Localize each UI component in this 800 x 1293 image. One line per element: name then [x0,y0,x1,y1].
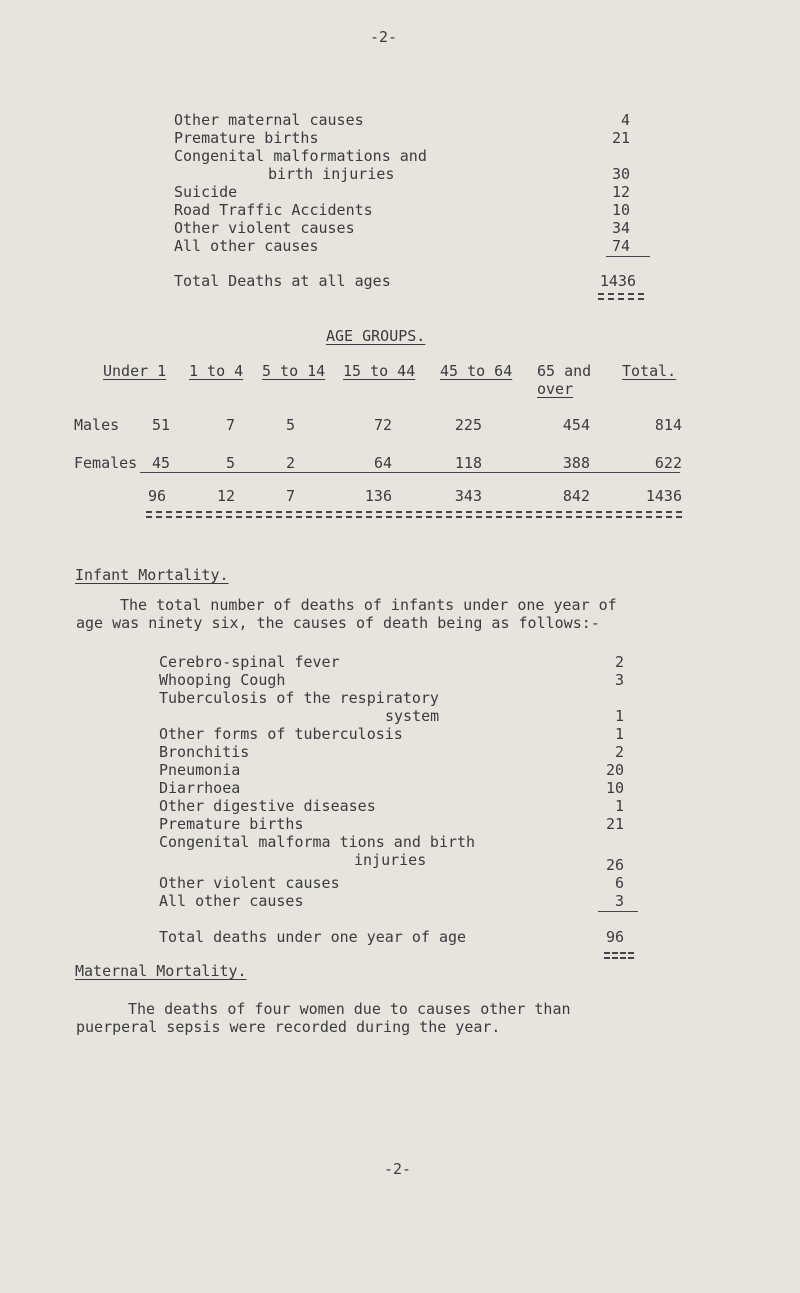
section-heading: Infant Mortality. [75,566,229,584]
total-infant-value: 96 [605,928,624,946]
table-cell: 118 [454,454,482,472]
cause-value: 3 [614,671,624,689]
cause-value: 1 [614,725,624,743]
cause-value: 30 [611,165,630,183]
table-double-rule [146,511,682,518]
cause-value: 3 [614,892,624,910]
table-cell: 45 [151,454,170,472]
column-header-line2: over [537,380,574,398]
column-header: Under 1 [103,362,167,380]
cause-value: 6 [614,874,624,892]
cause-value: 21 [605,815,624,833]
cause-value: 10 [611,201,630,219]
paragraph-line: puerperal sepsis were recorded during the year. [76,1018,501,1036]
cause-label: injuries [354,851,427,869]
total-infant-label: Total deaths under one year of age [159,928,467,946]
column-header: 65 and [537,362,592,380]
cause-label: birth injuries [268,165,395,183]
total-double-rule [604,952,634,959]
cause-label: system [385,707,440,725]
table-cell: 225 [454,416,482,434]
cause-label: Other violent causes [174,219,355,237]
cause-label: Congenital malforma tions and birth [159,833,476,851]
cause-value: 21 [611,129,630,147]
total-double-rule [598,293,644,300]
cause-value: 20 [605,761,624,779]
paragraph-line: The total number of deaths of infants under one year of [120,596,617,614]
cause-value: 2 [614,743,624,761]
age-groups-title: AGE GROUPS. [326,327,426,345]
cause-value: 1 [614,797,624,815]
total-deaths-value: 1436 [599,272,636,290]
table-cell: 96 [147,487,166,505]
table-cell: 51 [151,416,170,434]
table-cell: 1436 [645,487,682,505]
column-header: Total. [622,362,677,380]
cause-label: Pneumonia [159,761,241,779]
cause-value: 26 [605,856,624,874]
cause-label: Other digestive diseases [159,797,376,815]
section-heading: Maternal Mortality. [75,962,247,980]
cause-label: Other violent causes [159,874,340,892]
header-page-number: -2- [370,28,398,46]
paragraph-line: age was ninety six, the causes of death being as follows:- [76,614,600,632]
cause-label: All other causes [174,237,319,255]
table-cell: 343 [454,487,482,505]
table-cell: 72 [373,416,392,434]
table-cell: 136 [364,487,392,505]
paragraph-line: The deaths of four women due to causes other than [128,1000,571,1018]
table-cell: 5 [285,416,295,434]
cause-label: Suicide [174,183,238,201]
cause-value: 10 [605,779,624,797]
total-deaths-label: Total Deaths at all ages [174,272,391,290]
column-header: 45 to 64 [440,362,513,380]
cause-label: Premature births [159,815,304,833]
cause-label: Other forms of tuberculosis [159,725,403,743]
column-header: 15 to 44 [343,362,416,380]
cause-label: Road Traffic Accidents [174,201,373,219]
cause-value: 74 [611,237,630,255]
table-cell: 7 [285,487,295,505]
cause-value: 34 [611,219,630,237]
cause-label: Bronchitis [159,743,250,761]
table-cell: 7 [225,416,235,434]
table-cell: 64 [373,454,392,472]
table-cell: 12 [216,487,235,505]
table-cell: 622 [654,454,682,472]
cause-label: Tuberculosis of the respiratory [159,689,439,707]
cause-value: 4 [620,111,630,129]
cause-value: 12 [611,183,630,201]
cause-value: 1 [614,707,624,725]
cause-label: Cerebro-spinal fever [159,653,340,671]
cause-label: Whooping Cough [159,671,286,689]
cause-label: Diarrhoea [159,779,241,797]
subtotal-rule [598,911,638,912]
row-label: Females [74,454,138,472]
cause-label: All other causes [159,892,304,910]
cause-label: Congenital malformations and [174,147,427,165]
cause-label: Premature births [174,129,319,147]
table-cell: 388 [562,454,590,472]
table-cell: 814 [654,416,682,434]
column-header: 1 to 4 [189,362,244,380]
subtotal-rule [606,256,650,257]
table-cell: 5 [225,454,235,472]
cause-label: Other maternal causes [174,111,364,129]
table-cell: 454 [562,416,590,434]
cause-value: 2 [614,653,624,671]
row-label: Males [74,416,120,434]
column-header: 5 to 14 [262,362,326,380]
table-cell: 2 [285,454,295,472]
totals-rule [140,472,680,473]
table-cell: 842 [562,487,590,505]
footer-page-number: -2- [384,1160,412,1178]
